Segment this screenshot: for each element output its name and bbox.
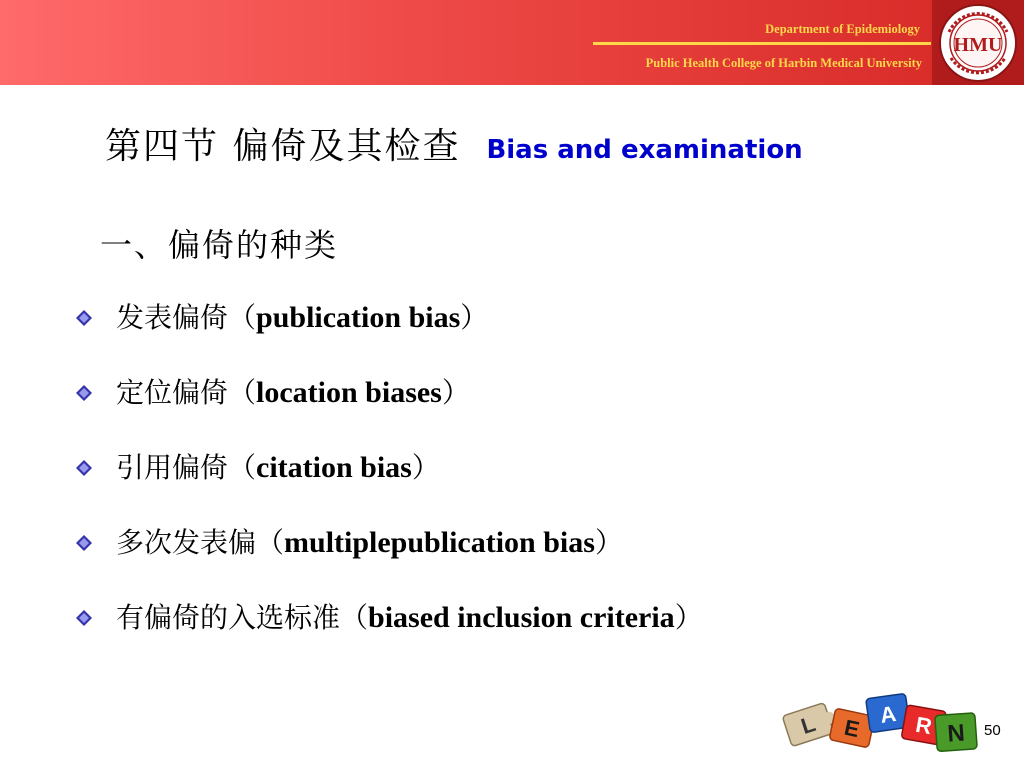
diamond-bullet-icon (76, 385, 92, 401)
title-english: Bias and examination (486, 135, 803, 165)
diamond-bullet-icon (76, 610, 92, 626)
list-item-text: 引用偏倚（citation bias） (116, 451, 440, 484)
university-logo (932, 0, 1024, 85)
bias-list (76, 296, 703, 671)
learn-letter: E (842, 714, 862, 743)
diamond-bullet-icon (76, 460, 92, 476)
header-divider (593, 42, 931, 45)
list-item-text: 定位偏倚（location biases） (116, 376, 470, 409)
list-item (76, 371, 703, 446)
learn-letter: N (946, 719, 966, 748)
list-item (76, 521, 703, 596)
list-item-text: 有偏倚的入选标准（biased inclusion criteria） (116, 601, 703, 634)
list-item-text: 多次发表偏（multiplepublication bias） (116, 526, 623, 559)
list-item-text: 发表偏倚（publication bias） (116, 301, 489, 334)
department-label: Department of Epidemiology (765, 22, 920, 36)
section-heading: 一、偏倚的种类 (100, 226, 339, 264)
title-chinese: 第四节 偏倚及其检查 (105, 126, 461, 167)
diamond-bullet-icon (76, 535, 92, 551)
list-item (76, 296, 703, 371)
diamond-bullet-icon (76, 310, 92, 326)
list-item (76, 446, 703, 521)
page-number: 50 (984, 722, 1001, 739)
slide-title (105, 118, 803, 169)
learn-letter: R (913, 711, 934, 740)
learn-letter: A (878, 701, 898, 728)
learn-letter: L (797, 711, 819, 740)
learn-puzzle-icon (780, 686, 980, 758)
logo-text: HMU (953, 34, 1003, 56)
college-label: Public Health College of Harbin Medical University (645, 56, 922, 70)
list-item (76, 596, 703, 671)
university-seal-icon (937, 2, 1019, 84)
